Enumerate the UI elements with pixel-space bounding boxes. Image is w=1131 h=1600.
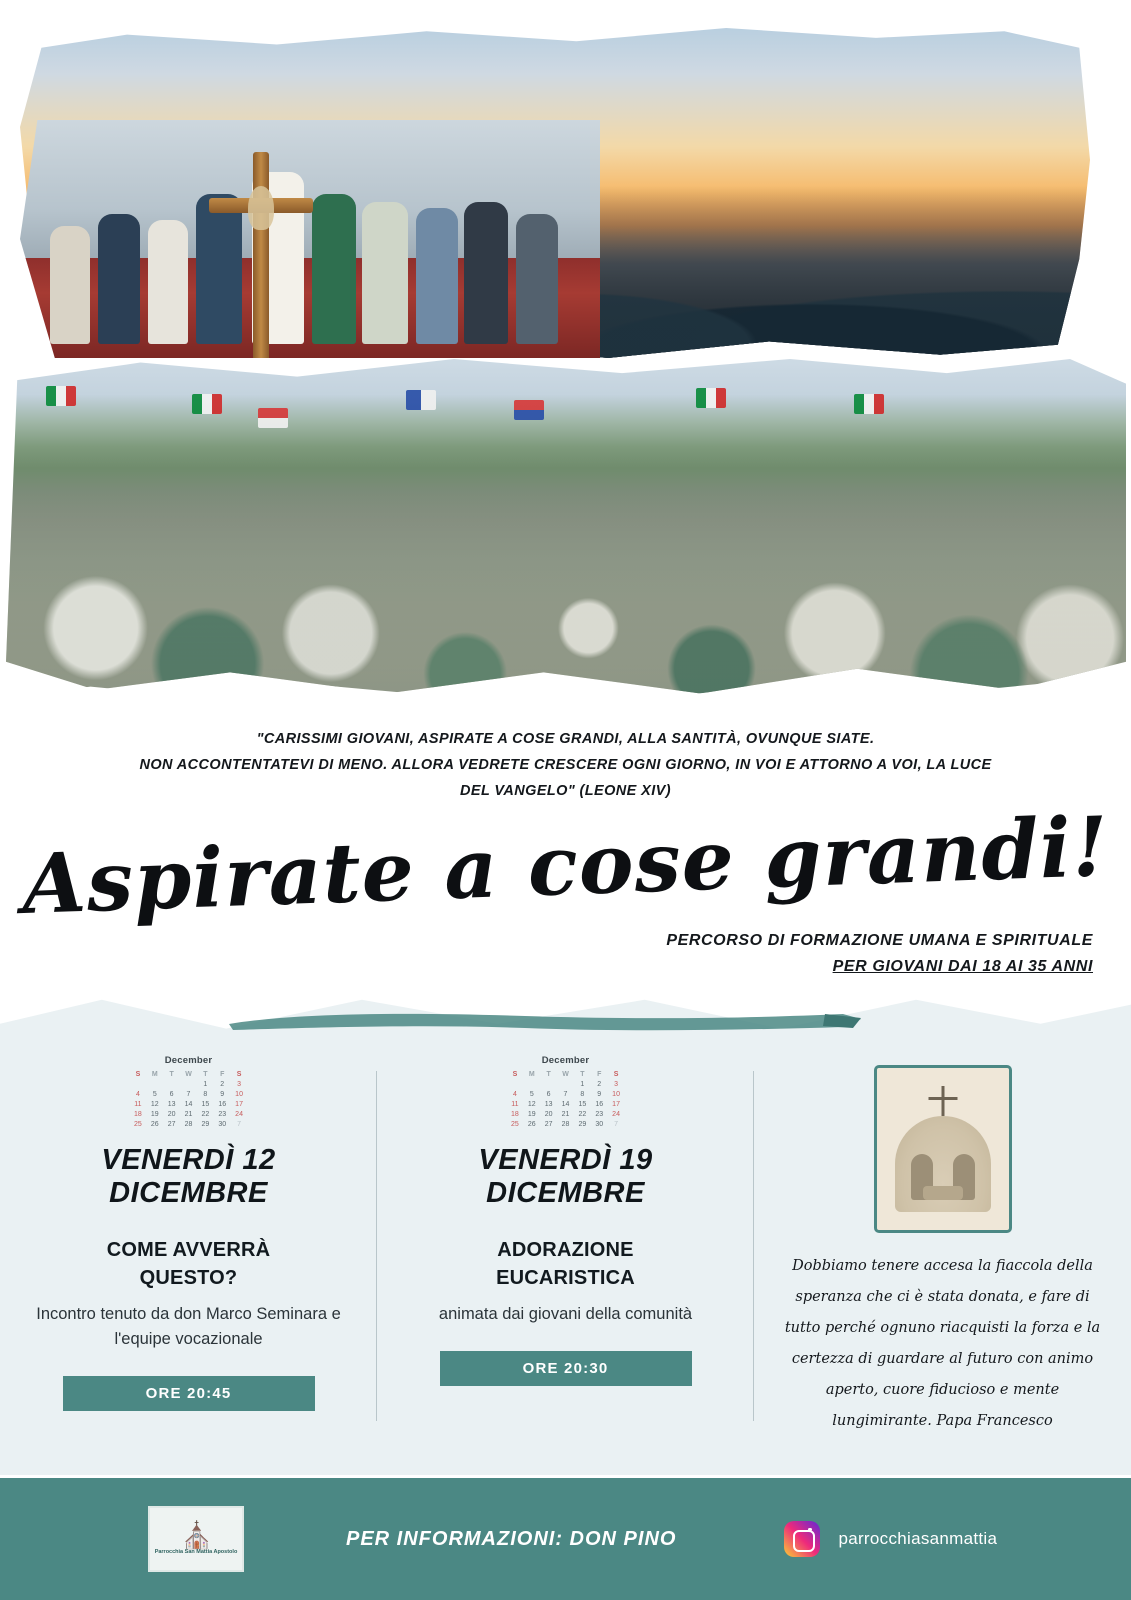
calendar-day: 28 <box>561 1121 570 1128</box>
calendar-day: 26 <box>150 1121 159 1128</box>
calendar-day: 25 <box>134 1121 142 1128</box>
calendar-day <box>540 1081 557 1088</box>
calendar-day: 1 <box>580 1081 585 1088</box>
calendar-dow: F <box>597 1071 602 1078</box>
parish-logo <box>148 1506 244 1572</box>
calendar-day: 15 <box>201 1101 210 1108</box>
event-date-1: VENERDÌ 12 DICEMBRE <box>101 1144 276 1209</box>
calendar-dow: W <box>185 1071 192 1078</box>
calendar-day: 6 <box>169 1091 174 1098</box>
event-title-1 <box>26 1236 351 1292</box>
calendar-day-highlight: 12 <box>150 1101 159 1108</box>
calendar-dow: T <box>203 1071 208 1078</box>
calendar-dow: W <box>562 1071 569 1078</box>
calendar-day: 5 <box>529 1091 534 1098</box>
calendar-day: 18 <box>511 1111 519 1118</box>
calendar-day: 30 <box>218 1121 227 1128</box>
calendar-day <box>523 1081 540 1088</box>
instagram-link[interactable] <box>784 1521 997 1557</box>
calendar-day: 6 <box>546 1091 551 1098</box>
event-column-1 <box>0 1055 377 1455</box>
headline-quote <box>0 726 1131 804</box>
calendar-day: 16 <box>595 1101 604 1108</box>
calendar-day: 23 <box>218 1111 227 1118</box>
calendar-day <box>507 1081 524 1088</box>
calendar-day: 24 <box>235 1111 243 1118</box>
events-columns <box>0 1055 1131 1455</box>
calendar-day: 24 <box>612 1111 620 1118</box>
subtitle-line-1: PERCORSO DI FORMAZIONE UMANA E SPIRITUALE <box>666 932 1093 949</box>
calendar-day: 9 <box>597 1091 602 1098</box>
calendar-day: 30 <box>595 1121 604 1128</box>
event-title-line-2: QUESTO? <box>139 1267 238 1289</box>
calendar-day: 22 <box>578 1111 587 1118</box>
event-description-2: animata dai giovani della comunità <box>438 1305 693 1323</box>
calendar-day: 23 <box>595 1111 604 1118</box>
calendar-month-label: December <box>541 1055 590 1066</box>
church-icon: ⛪ <box>180 1520 212 1550</box>
quote-line-2: NON ACCONTENTATEVI DI MENO. ALLORA VEDRETE CRESCERE OGNI GIORNO, IN VOI E ATTORNO A VOI, LA LUCE <box>139 757 992 773</box>
calendar-dow: S <box>613 1071 619 1078</box>
calendar-day: 18 <box>134 1111 142 1118</box>
calendar-day: 13 <box>544 1101 553 1108</box>
calendar-day: 21 <box>561 1111 570 1118</box>
event-title-line-1: COME AVVERRÀ <box>106 1239 271 1261</box>
calendar-day: 8 <box>580 1091 585 1098</box>
calendar-day: 25 <box>511 1121 519 1128</box>
subtitle <box>666 928 1093 980</box>
calendar-grid <box>507 1071 625 1128</box>
calendar-december-1 <box>130 1055 248 1128</box>
calendar-day: 9 <box>220 1091 225 1098</box>
calendar-day: 2 <box>597 1081 602 1088</box>
calendar-day: 13 <box>167 1101 176 1108</box>
calendar-day: 17 <box>235 1101 243 1108</box>
calendar-day: 7 <box>614 1121 619 1128</box>
event-time-badge-2: ORE 20:30 <box>440 1351 692 1386</box>
calendar-day: 3 <box>614 1081 619 1088</box>
calendar-dow: S <box>135 1071 141 1078</box>
calendar-dow: F <box>220 1071 225 1078</box>
cross-icon <box>253 152 269 358</box>
calendar-day: 27 <box>544 1121 553 1128</box>
photo-crowd-field <box>6 352 1126 704</box>
calendar-day: 12 <box>527 1101 536 1108</box>
calendar-day-highlight: 19 <box>527 1111 536 1118</box>
event-title-line-1: ADORAZIONE <box>497 1239 634 1261</box>
calendar-day <box>163 1081 180 1088</box>
calendar-day: 7 <box>186 1091 191 1098</box>
calendar-dow: T <box>546 1071 551 1078</box>
calendar-day: 21 <box>184 1111 193 1118</box>
calendar-day: 11 <box>134 1101 142 1108</box>
brush-stroke-divider <box>225 1008 865 1034</box>
calendar-day <box>180 1081 197 1088</box>
calendar-day <box>146 1081 163 1088</box>
calendar-december-2 <box>507 1055 625 1128</box>
event-title-2 <box>403 1236 728 1292</box>
calendar-day: 14 <box>561 1101 570 1108</box>
calendar-dow: T <box>169 1071 174 1078</box>
calendar-dow: M <box>528 1071 535 1078</box>
calendar-day <box>130 1081 147 1088</box>
instagram-icon[interactable] <box>784 1521 820 1557</box>
nativity-illustration <box>874 1065 1012 1233</box>
calendar-day: 17 <box>612 1101 620 1108</box>
photo-stage-foreground <box>20 120 600 358</box>
calendar-dow: M <box>151 1071 158 1078</box>
calendar-day: 5 <box>152 1091 157 1098</box>
footer <box>0 1478 1131 1600</box>
calendar-day: 10 <box>612 1091 620 1098</box>
calendar-dow: T <box>580 1071 585 1078</box>
calendar-day: 29 <box>578 1121 587 1128</box>
calendar-day: 10 <box>235 1091 243 1098</box>
calendar-day: 27 <box>167 1121 176 1128</box>
calendar-dow: S <box>512 1071 518 1078</box>
subtitle-line-2: PER GIOVANI DAI 18 AI 35 ANNI <box>832 958 1093 975</box>
event-time-badge-1: ORE 20:45 <box>63 1376 315 1411</box>
event-column-2 <box>377 1055 754 1455</box>
calendar-day: 1 <box>203 1081 208 1088</box>
photo-collage <box>0 0 1131 720</box>
calendar-day: 4 <box>135 1091 140 1098</box>
parish-logo-caption: Parrocchia San Mattia Apostolo <box>154 1549 238 1555</box>
calendar-day: 19 <box>150 1111 159 1118</box>
calendar-dow: S <box>236 1071 242 1078</box>
quote-line-1: "CARISSIMI GIOVANI, ASPIRATE A COSE GRANDI, ALLA SANTITÀ, OVUNQUE SIATE. <box>256 731 875 747</box>
contact-info: PER INFORMAZIONI: DON PINO <box>346 1527 677 1550</box>
calendar-day <box>557 1081 574 1088</box>
calendar-day: 4 <box>512 1091 517 1098</box>
calendar-day: 8 <box>203 1091 208 1098</box>
calendar-day: 29 <box>201 1121 210 1128</box>
event-date-2: VENERDÌ 19 DICEMBRE <box>478 1144 653 1209</box>
calendar-day: 28 <box>184 1121 193 1128</box>
calendar-day: 11 <box>511 1101 519 1108</box>
papal-quote-column <box>754 1055 1131 1455</box>
instagram-handle[interactable]: parrocchiasanmattia <box>838 1529 998 1548</box>
calendar-day: 3 <box>237 1081 242 1088</box>
calendar-day: 7 <box>237 1121 242 1128</box>
calendar-day: 20 <box>544 1111 553 1118</box>
calendar-month-label: December <box>164 1055 213 1066</box>
star-icon <box>941 1086 944 1116</box>
calendar-day: 22 <box>201 1111 210 1118</box>
calendar-day: 26 <box>527 1121 536 1128</box>
event-description-1: Incontro tenuto da don Marco Seminara e l'equipe vocazionale <box>36 1305 341 1348</box>
event-title-line-2: EUCARISTICA <box>496 1267 635 1289</box>
page-title: Aspirate a cose grandi! <box>20 799 1111 933</box>
calendar-day: 20 <box>167 1111 176 1118</box>
calendar-grid <box>130 1071 248 1128</box>
papal-quote-text: Dobbiamo tenere accesa la fiaccola della speranza che ci è stata donata, e fare di tutto perché ognuno riacquisti la forza e la certezza di guardare al futuro con animo aperto, cuore fiducioso e mente lungimirante. Papa Francesco <box>784 1258 1101 1429</box>
calendar-day: 2 <box>220 1081 225 1088</box>
calendar-day: 14 <box>184 1101 193 1108</box>
calendar-day: 15 <box>578 1101 587 1108</box>
calendar-day: 16 <box>218 1101 227 1108</box>
calendar-day: 7 <box>563 1091 568 1098</box>
quote-line-3: DEL VANGELO" (LEONE XIV) <box>460 783 671 799</box>
